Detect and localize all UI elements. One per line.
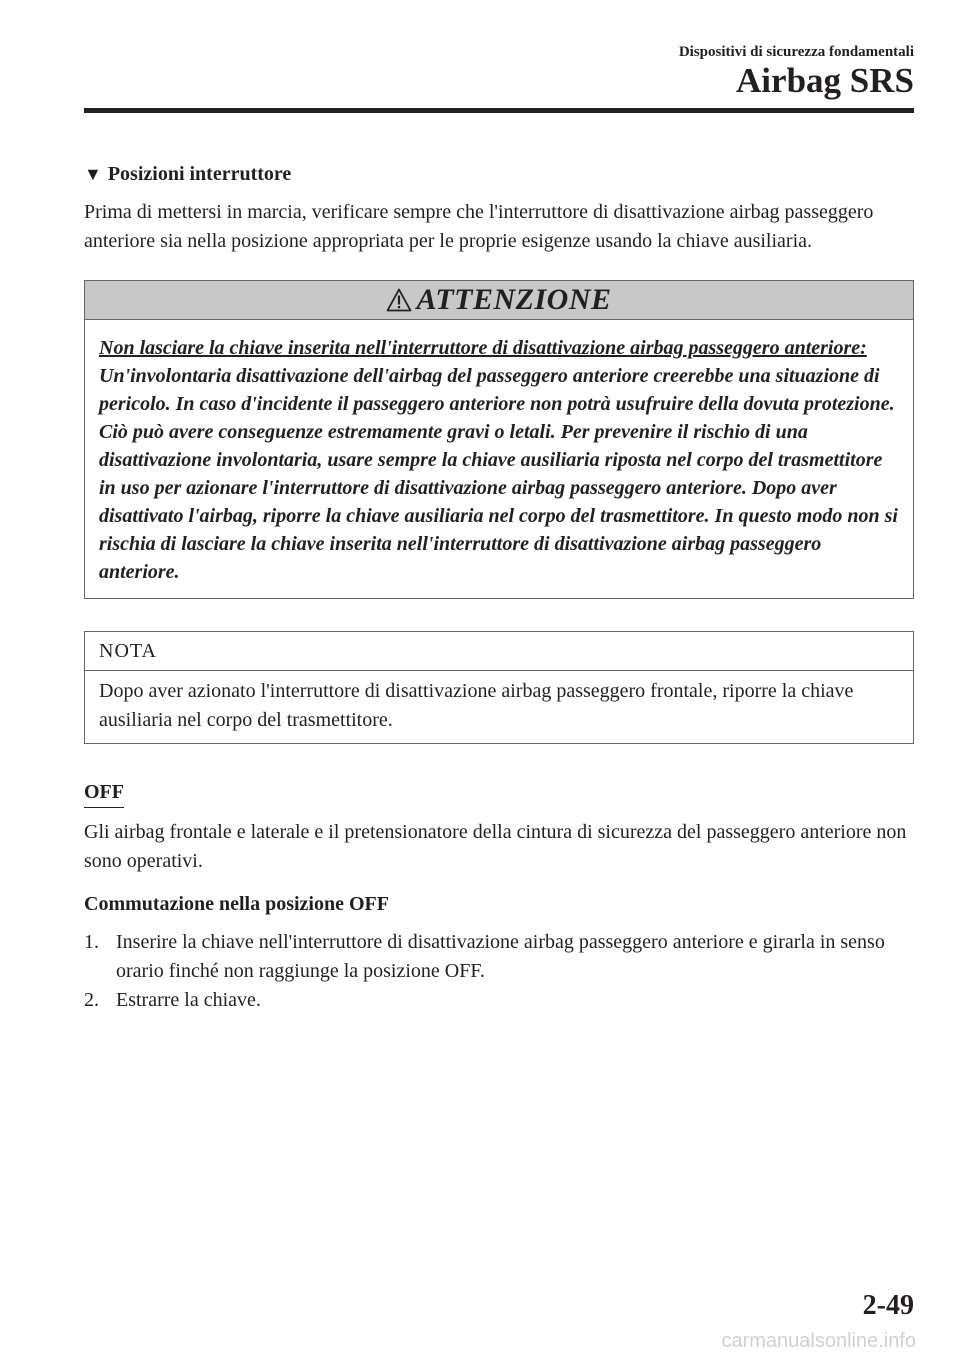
triangle-down-icon: ▼: [84, 164, 102, 184]
warning-header: [85, 281, 913, 320]
header-title: Airbag SRS: [736, 61, 914, 100]
section-heading: [84, 158, 914, 190]
warning-box: [84, 280, 914, 599]
warning-triangle-icon: [386, 288, 412, 312]
note-box: [84, 631, 914, 744]
warning-text: Un'involontaria disattivazione dell'airbag del passeggero anteriore creerebbe una situazione di pericolo. In caso d'incidente il passeggero anteriore non potrà usufruire della dovuta protezione. Ciò può avere conseguenze estremamente gravi o letali. Per prevenire il rischio di una disattivazione involontaria, usare sempre la chiave ausiliaria riposta nel corpo del trasmettitore in uso per azionare l'interruttore di disattivazione airbag passeggero anteriore. Dopo aver disattivato l'airbag, riporre la chiave ausiliaria nel corpo del trasmettitore. In questo modo non si rischia di lasciare la chiave inserita nell'interruttore di disattivazione airbag passeggero anteriore.: [99, 365, 898, 583]
section-intro: Prima di mettersi in marcia, verificare sempre che l'interruttore di disattivazione airbag passeggero anteriore sia nella posizione appropriata per le proprie esigenze usando la chiave ausiliaria.: [84, 201, 874, 252]
off-description: Gli airbag frontale e laterale e il pretensionatore della cintura di sicurezza del passeggero anteriore non sono operativi.: [84, 821, 907, 872]
step-text: Inserire la chiave nell'interruttore di disattivazione airbag passeggero anteriore e girarla in senso orario finché non raggiunge la posizione OFF.: [116, 931, 885, 982]
watermark: carmanualsonline.info: [721, 1330, 916, 1352]
warning-lead: Non lasciare la chiave inserita nell'interruttore di disattivazione airbag passeggero anteriore:: [99, 337, 867, 359]
header-section-label: Dispositivi di sicurezza fondamentali: [678, 44, 914, 60]
list-item: [84, 986, 914, 1015]
note-body: Dopo aver azionato l'interruttore di disattivazione airbag passeggero frontale, riporre la chiave ausiliaria nel corpo del trasmettitore.: [99, 680, 854, 731]
page-content: [84, 158, 914, 1015]
off-heading: OFF: [84, 778, 124, 808]
step-text: Estrarre la chiave.: [116, 989, 261, 1011]
warning-body: [85, 320, 913, 598]
procedure-steps: [84, 928, 914, 1015]
step-number: 2.: [84, 989, 99, 1011]
warning-label: ATTENZIONE: [416, 283, 612, 316]
page-number: 2-49: [862, 1290, 914, 1321]
list-item: [84, 928, 914, 986]
note-header: NOTA: [85, 632, 913, 671]
header-divider: [84, 108, 914, 113]
step-number: 1.: [84, 931, 99, 953]
section-heading-text: Posizioni interruttore: [107, 163, 292, 185]
procedure-title: Commutazione nella posizione OFF: [84, 893, 389, 915]
